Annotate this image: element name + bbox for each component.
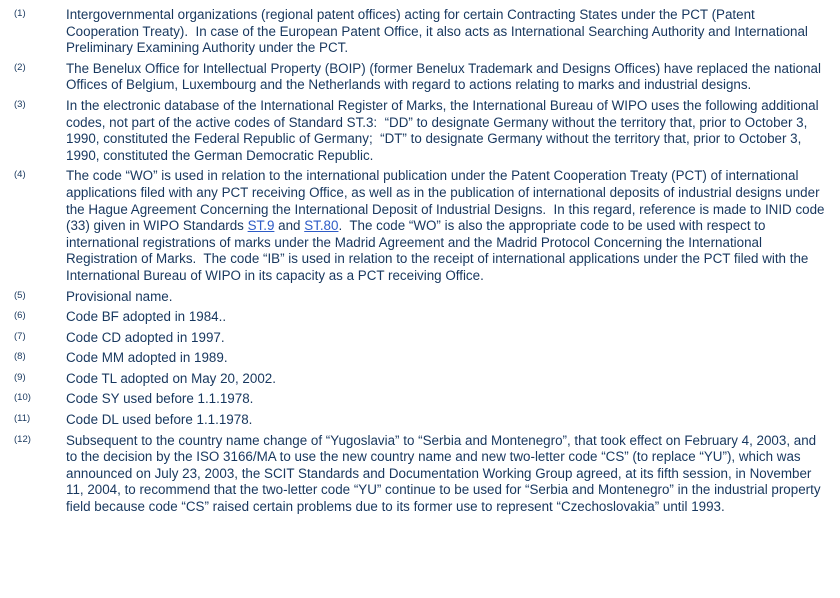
footnote-text-segment: and — [274, 218, 305, 234]
footnote-text: Code TL adopted on May 20, 2002. — [66, 370, 276, 386]
footnote-item — [14, 61, 830, 94]
footnote-marker: (1) — [14, 8, 26, 19]
footnote-marker: (3) — [14, 98, 26, 110]
footnote-item — [14, 433, 830, 516]
footnote-marker: (2) — [14, 61, 26, 73]
footnote-marker: (4) — [14, 169, 26, 181]
footnote-marker: (11) — [14, 413, 31, 425]
footnote-text-segment: The code “WO” is used in relation to the international publication under the Patent Cooperation Treaty (PCT) of international applications filed with any PCT receiving Office, as well as in the publication of international deposits of industrial designs under the Hague Agreement Concerning the International Deposit of Industrial Designs. In this regard, reference is made to INID code (33) given in WIPO Standards — [66, 168, 829, 234]
footnote-text: Code MM adopted in 1989. — [66, 350, 228, 366]
footnote-text: Code BF adopted in 1984.. — [66, 309, 227, 325]
footnote-item — [14, 168, 830, 284]
footnote-item — [14, 371, 830, 388]
link-st80[interactable]: ST.80 — [304, 218, 339, 234]
footnote-text: Subsequent to the country name change of “Yugoslavia” to “Serbia and Montenegro”, that took effect on February 4, 2003, and to the decision by the ISO 3166/MA to use the new country name and new two-letter code “CS” (to replace “YU”), which was announced on July 23, 2003, the SCIT Standards and Documentation Working Group agreed, at its fifth session, in November 11, 2004, to recommend that the two-letter code “YU” continue to be used for “Serbia and Montenegro” in the industrial property field because code “CS” raised certain problems due to its former use to represent “Czechoslovakia” until 1993. — [66, 432, 825, 515]
footnote-marker: (7) — [14, 330, 26, 342]
footnote-text: Code DL used before 1.1.1978. — [66, 412, 253, 428]
footnote-text: Code SY used before 1.1.1978. — [66, 391, 254, 407]
footnote-item — [14, 412, 830, 429]
link-st9[interactable]: ST.9 — [247, 218, 275, 234]
footnote-item — [14, 289, 830, 306]
footnote-item — [14, 7, 830, 57]
footnote-text-segment: . The code “WO” is also the appropriate code to be used with respect to international registrations of marks under the Madrid Agreement and the Madrid Protocol Concerning the International Registration of Marks. The code “IB” is used in relation to the receipt of international applications under the PCT filed with the International Bureau of WIPO in its capacity as a PCT receiving Office. — [66, 218, 813, 283]
footnote-text: The Benelux Office for Intellectual Property (BOIP) (former Benelux Trademark and Designs Offices) have replaced the national Offices of Belgium, Luxembourg and the Netherlands with regard to actions relating to marks and industrial designs. — [66, 60, 825, 93]
footnote-marker: (6) — [14, 310, 26, 322]
footnote-text: Code CD adopted in 1997. — [66, 329, 225, 345]
footnote-text: In the electronic database of the International Register of Marks, the International Bureau of WIPO uses the following additional codes, not part of the active codes of Standard ST.3: “DD” to designate Germany without the territory that, prior to October 3, 1990, constituted the Federal Republic of Germany; “DT” to designate Germany without the territory that, prior to October 3, 1990, constituted the German Democratic Republic. — [66, 97, 823, 163]
footnote-text: Intergovernmental organizations (regional patent offices) acting for certain Contracting States under the PCT (Patent Cooperation Treaty). In case of the European Patent Office, it also acts as International Searching Authority and International Preliminary Examining Authority under the PCT. — [66, 7, 812, 56]
footnote-text: Provisional name. — [66, 288, 173, 304]
footnote-marker: (10) — [14, 392, 31, 404]
footnote-item — [14, 330, 830, 347]
footnote-marker: (9) — [14, 371, 26, 383]
footnote-marker: (5) — [14, 289, 26, 301]
footnote-item — [14, 309, 830, 326]
footnote-item — [14, 98, 830, 164]
footnote-item — [14, 350, 830, 367]
footnote-marker: (8) — [14, 351, 26, 363]
footnote-item — [14, 391, 830, 408]
footnote-marker: (12) — [14, 433, 31, 445]
footnote-text — [66, 168, 830, 284]
